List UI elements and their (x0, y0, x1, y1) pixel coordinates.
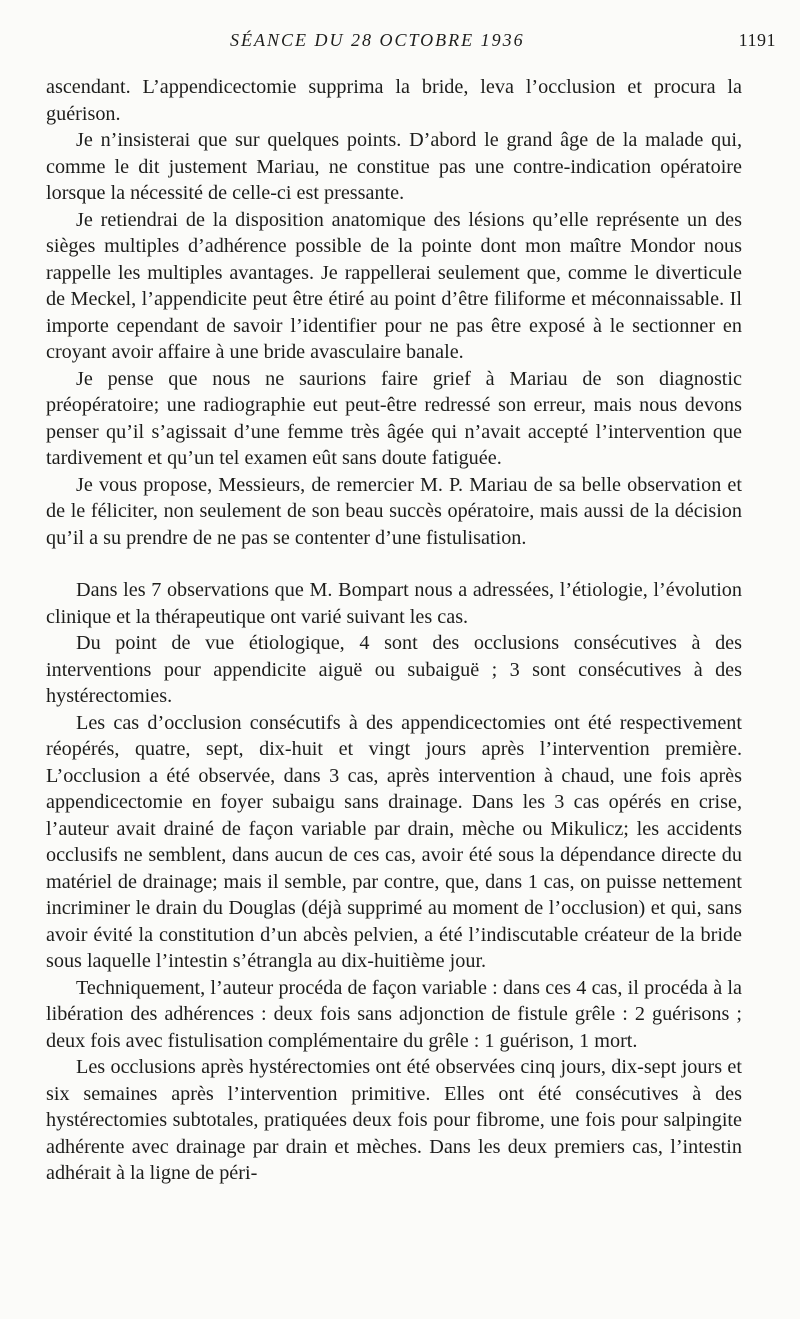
page-number: 1191 (738, 30, 776, 50)
paragraph: Les cas d’occlusion consécutifs à des appendicectomies ont été respectivement réopérés, quatre, sept, dix-huit et vingt jours après l’intervention première. L’occlusion a été observée, dans 3 cas, après intervention à chaud, une fois après appendicectomie en foyer subaigu sans drainage. Dans les 3 cas opérés en crise, l’auteur avait drainé de façon variable par drain, mèche ou Mikulicz; les accidents occlusifs ne semblent, dans aucun de ces cas, avoir été sous la dépendance directe du matériel de drainage; mais il semble, par contre, que, dans 1 cas, on puisse nettement incriminer le drain du Douglas (déjà supprimé au moment de l’occlusion) et qui, sans avoir évité la constitution d’un abcès pelvien, a été l’indiscutable créateur de la bride sous laquelle l’intestin s’étrangla au dix-huitième jour. (46, 711, 742, 972)
paragraph: Je vous propose, Messieurs, de remercier M. P. Mariau de sa belle observation et de le féliciter, non seulement de son beau succès opératoire, mais aussi de la décision qu’il a su prendre de ne pas se contenter d’une fistulisation. (46, 473, 742, 549)
paragraph: Du point de vue étiologique, 4 sont des occlusions consécutives à des interventions pour appendicite aiguë ou subaiguë ; 3 sont consécutives à des hystérectomies. (46, 632, 742, 707)
paragraph: Je pense que nous ne saurions faire grief à Mariau de son diagnostic préopératoire; une radiographie eut peut-être redressé son erreur, mais nous devons penser qu’il s’agissait d’une femme très âgée qui n’avait accepté l’intervention que tardivement et qu’un tel examen eût sans doute fatiguée. (46, 367, 742, 469)
running-title: SÉANCE DU 28 OCTOBRE 1936 (230, 30, 525, 50)
paragraph: Dans les 7 observations que M. Bompart nous a adressées, l’étiologie, l’évolution clinique et la thérapeutique ont varié suivant les cas. (46, 579, 742, 628)
paragraph: Je n’insisterai que sur quelques points. D’abord le grand âge de la malade qui, comme le dit justement Mariau, ne constitue pas une contre-indication opératoire lorsque la nécessité de celle-ci est pressante. (46, 129, 742, 204)
paragraph: Les occlusions après hystérectomies ont été observées cinq jours, dix-sept jours et six semaines après l’intervention primitive. Elles ont été consécutives à des hystérectomies subtotales, pratiquées deux fois pour fibrome, une fois pour salpingite adhérente avec drainage par drain et mèches. Dans les deux premiers cas, l’intestin adhérait à la ligne de péri- (46, 1056, 742, 1184)
body-text (46, 74, 742, 1187)
paragraph: Je retiendrai de la disposition anatomique des lésions qu’elle représente un des sièges multiples d’adhérence possible de la pointe dont mon maître Mondor nous rappelle les multiples avantages. Je rappellerai seulement que, comme le diverticule de Meckel, l’appendicite peut être étiré au point d’être filiforme et méconnaissable. Il importe cependant de savoir l’identifier pour ne pas être exposé à le sectionner en croyant avoir affaire à une bride avasculaire banale. (46, 208, 742, 363)
paragraph-continuation: ascendant. L’appendicectomie supprima la bride, leva l’occlusion et procura la guérison. (46, 76, 742, 125)
paragraph: Techniquement, l’auteur procéda de façon variable : dans ces 4 cas, il procéda à la libération des adhérences : deux fois sans adjonction de fistule grêle : 2 guérisons ; deux fois avec fistulisation complémentaire du grêle : 1 guérison, 1 mort. (46, 976, 742, 1052)
page-header (46, 30, 776, 58)
